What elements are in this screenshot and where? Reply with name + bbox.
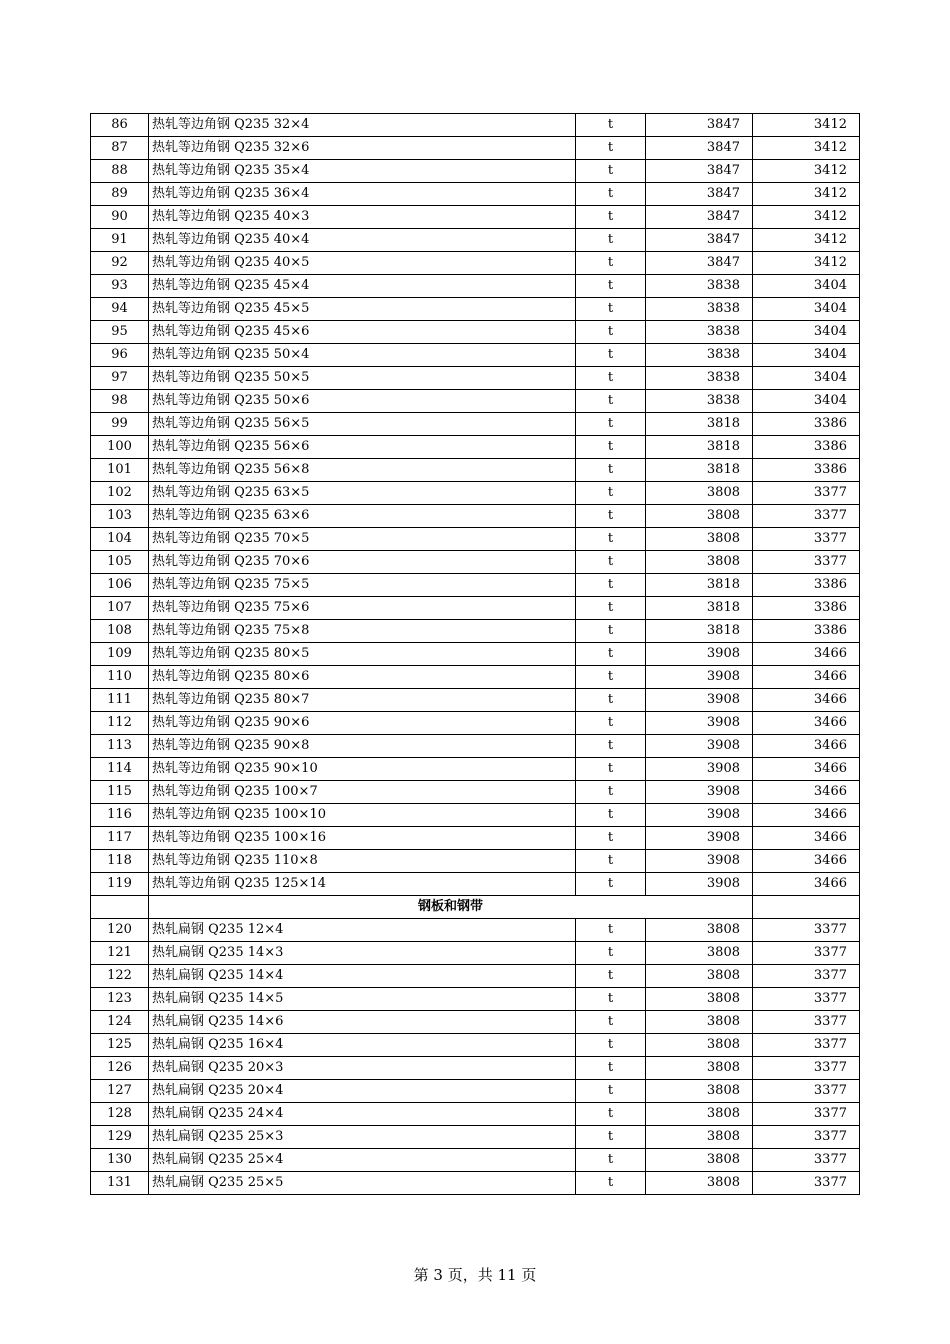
row-number-cell: 88 <box>91 160 149 183</box>
unit-cell: t <box>576 252 646 275</box>
price-cell-2: 3466 <box>753 850 860 873</box>
price-cell-1: 3847 <box>646 229 753 252</box>
table-row <box>91 850 860 873</box>
row-number-cell: 86 <box>91 114 149 137</box>
table-row <box>91 1103 860 1126</box>
price-cell-1: 3908 <box>646 758 753 781</box>
unit-cell: t <box>576 298 646 321</box>
item-name-cell: 热轧等边角钢 Q235 80×7 <box>149 689 576 712</box>
price-cell-1: 3847 <box>646 160 753 183</box>
item-name-cell: 热轧等边角钢 Q235 75×8 <box>149 620 576 643</box>
row-number-cell: 113 <box>91 735 149 758</box>
price-cell-1: 3808 <box>646 1034 753 1057</box>
price-cell-1: 3838 <box>646 344 753 367</box>
price-cell-2: 3377 <box>753 1057 860 1080</box>
row-number-cell: 128 <box>91 1103 149 1126</box>
price-cell-1: 3908 <box>646 735 753 758</box>
row-number-cell: 127 <box>91 1080 149 1103</box>
price-cell-2: 3412 <box>753 252 860 275</box>
price-cell-1: 3808 <box>646 1011 753 1034</box>
price-cell-2: 3377 <box>753 505 860 528</box>
item-name-cell: 热轧等边角钢 Q235 63×5 <box>149 482 576 505</box>
item-name-cell: 热轧等边角钢 Q235 90×8 <box>149 735 576 758</box>
row-number-cell: 91 <box>91 229 149 252</box>
price-cell-1: 3838 <box>646 298 753 321</box>
price-cell-2: 3386 <box>753 413 860 436</box>
price-cell-2: 3386 <box>753 597 860 620</box>
item-name-cell: 热轧等边角钢 Q235 100×16 <box>149 827 576 850</box>
table-row <box>91 206 860 229</box>
table-row <box>91 137 860 160</box>
item-name-cell: 热轧等边角钢 Q235 32×6 <box>149 137 576 160</box>
price-cell-1: 3808 <box>646 551 753 574</box>
price-cell-1: 3808 <box>646 988 753 1011</box>
table-row <box>91 367 860 390</box>
item-name-cell: 热轧等边角钢 Q235 100×10 <box>149 804 576 827</box>
item-name-cell: 热轧扁钢 Q235 20×3 <box>149 1057 576 1080</box>
price-cell-1: 3808 <box>646 1057 753 1080</box>
table-row <box>91 712 860 735</box>
price-cell-2: 3412 <box>753 229 860 252</box>
unit-cell: t <box>576 689 646 712</box>
unit-cell: t <box>576 735 646 758</box>
row-number-cell: 108 <box>91 620 149 643</box>
price-cell-2: 3466 <box>753 758 860 781</box>
unit-cell: t <box>576 620 646 643</box>
unit-cell: t <box>576 965 646 988</box>
unit-cell: t <box>576 528 646 551</box>
unit-cell: t <box>576 390 646 413</box>
item-name-cell: 热轧等边角钢 Q235 50×6 <box>149 390 576 413</box>
table-row <box>91 413 860 436</box>
price-cell-1: 3808 <box>646 1149 753 1172</box>
unit-cell: t <box>576 919 646 942</box>
table-row <box>91 321 860 344</box>
item-name-cell: 热轧等边角钢 Q235 45×4 <box>149 275 576 298</box>
table-row <box>91 183 860 206</box>
row-number-cell: 105 <box>91 551 149 574</box>
unit-cell: t <box>576 321 646 344</box>
row-number-cell: 116 <box>91 804 149 827</box>
item-name-cell: 热轧等边角钢 Q235 50×5 <box>149 367 576 390</box>
item-name-cell: 热轧等边角钢 Q235 110×8 <box>149 850 576 873</box>
price-cell-1: 3908 <box>646 873 753 896</box>
price-cell-2: 3466 <box>753 712 860 735</box>
price-cell-1: 3808 <box>646 965 753 988</box>
unit-cell: t <box>576 1149 646 1172</box>
price-cell-2: 3377 <box>753 965 860 988</box>
unit-cell: t <box>576 873 646 896</box>
price-cell-1: 3908 <box>646 827 753 850</box>
unit-cell: t <box>576 344 646 367</box>
unit-cell: t <box>576 482 646 505</box>
table-row <box>91 919 860 942</box>
item-name-cell: 热轧等边角钢 Q235 40×3 <box>149 206 576 229</box>
row-number-cell: 131 <box>91 1172 149 1195</box>
price-cell-2: 3377 <box>753 1103 860 1126</box>
table-row <box>91 1080 860 1103</box>
table-row <box>91 965 860 988</box>
table-row <box>91 390 860 413</box>
price-cell-2: 3377 <box>753 528 860 551</box>
price-cell-2: 3404 <box>753 275 860 298</box>
price-cell-1: 3847 <box>646 206 753 229</box>
price-cell-1: 3908 <box>646 689 753 712</box>
item-name-cell: 热轧等边角钢 Q235 75×6 <box>149 597 576 620</box>
unit-cell: t <box>576 551 646 574</box>
price-cell-1: 3818 <box>646 620 753 643</box>
item-name-cell: 热轧等边角钢 Q235 56×5 <box>149 413 576 436</box>
table-row <box>91 735 860 758</box>
row-number-cell: 101 <box>91 459 149 482</box>
item-name-cell: 热轧等边角钢 Q235 32×4 <box>149 114 576 137</box>
table-row <box>91 160 860 183</box>
item-name-cell: 热轧等边角钢 Q235 70×5 <box>149 528 576 551</box>
row-number-cell: 129 <box>91 1126 149 1149</box>
price-cell-1: 3847 <box>646 137 753 160</box>
item-name-cell: 热轧等边角钢 Q235 40×5 <box>149 252 576 275</box>
price-cell-2: 3377 <box>753 1034 860 1057</box>
item-name-cell: 热轧等边角钢 Q235 125×14 <box>149 873 576 896</box>
section-blank-cell <box>91 896 149 919</box>
unit-cell: t <box>576 666 646 689</box>
price-cell-1: 3908 <box>646 666 753 689</box>
price-cell-2: 3466 <box>753 666 860 689</box>
item-name-cell: 热轧扁钢 Q235 25×3 <box>149 1126 576 1149</box>
table-row <box>91 942 860 965</box>
price-cell-1: 3808 <box>646 505 753 528</box>
unit-cell: t <box>576 1103 646 1126</box>
price-cell-2: 3412 <box>753 114 860 137</box>
price-cell-2: 3377 <box>753 919 860 942</box>
item-name-cell: 热轧扁钢 Q235 16×4 <box>149 1034 576 1057</box>
row-number-cell: 99 <box>91 413 149 436</box>
table-row <box>91 827 860 850</box>
item-name-cell: 热轧等边角钢 Q235 80×5 <box>149 643 576 666</box>
price-cell-1: 3847 <box>646 114 753 137</box>
price-cell-1: 3808 <box>646 1080 753 1103</box>
page-footer: 第 3 页，共 11 页 <box>413 1266 537 1284</box>
table-row <box>91 252 860 275</box>
unit-cell: t <box>576 137 646 160</box>
unit-cell: t <box>576 1126 646 1149</box>
price-cell-2: 3404 <box>753 367 860 390</box>
unit-cell: t <box>576 229 646 252</box>
table-row <box>91 1034 860 1057</box>
item-name-cell: 热轧等边角钢 Q235 80×6 <box>149 666 576 689</box>
table-row <box>91 298 860 321</box>
unit-cell: t <box>576 988 646 1011</box>
item-name-cell: 热轧等边角钢 Q235 75×5 <box>149 574 576 597</box>
row-number-cell: 119 <box>91 873 149 896</box>
table-row <box>91 436 860 459</box>
item-name-cell: 热轧扁钢 Q235 14×4 <box>149 965 576 988</box>
item-name-cell: 热轧等边角钢 Q235 36×4 <box>149 183 576 206</box>
price-cell-2: 3412 <box>753 137 860 160</box>
price-cell-1: 3808 <box>646 1103 753 1126</box>
price-cell-2: 3404 <box>753 344 860 367</box>
price-cell-2: 3466 <box>753 689 860 712</box>
price-cell-2: 3377 <box>753 551 860 574</box>
table-row <box>91 114 860 137</box>
price-cell-2: 3412 <box>753 206 860 229</box>
table-row <box>91 1057 860 1080</box>
price-cell-1: 3808 <box>646 528 753 551</box>
price-cell-2: 3404 <box>753 298 860 321</box>
row-number-cell: 124 <box>91 1011 149 1034</box>
price-cell-2: 3466 <box>753 735 860 758</box>
item-name-cell: 热轧等边角钢 Q235 56×6 <box>149 436 576 459</box>
table-row <box>91 505 860 528</box>
row-number-cell: 98 <box>91 390 149 413</box>
row-number-cell: 115 <box>91 781 149 804</box>
table-row <box>91 873 860 896</box>
table-row <box>91 620 860 643</box>
section-blank-cell <box>753 896 860 919</box>
unit-cell: t <box>576 436 646 459</box>
item-name-cell: 热轧等边角钢 Q235 90×10 <box>149 758 576 781</box>
price-cell-1: 3818 <box>646 459 753 482</box>
table-row <box>91 1011 860 1034</box>
unit-cell: t <box>576 597 646 620</box>
price-cell-2: 3377 <box>753 1172 860 1195</box>
row-number-cell: 87 <box>91 137 149 160</box>
table-row <box>91 482 860 505</box>
row-number-cell: 93 <box>91 275 149 298</box>
row-number-cell: 107 <box>91 597 149 620</box>
item-name-cell: 热轧等边角钢 Q235 56×8 <box>149 459 576 482</box>
price-cell-2: 3377 <box>753 482 860 505</box>
price-cell-2: 3377 <box>753 1080 860 1103</box>
item-name-cell: 热轧扁钢 Q235 14×5 <box>149 988 576 1011</box>
unit-cell: t <box>576 183 646 206</box>
unit-cell: t <box>576 1172 646 1195</box>
price-cell-1: 3838 <box>646 390 753 413</box>
price-cell-1: 3908 <box>646 804 753 827</box>
unit-cell: t <box>576 413 646 436</box>
price-cell-1: 3808 <box>646 942 753 965</box>
item-name-cell: 热轧等边角钢 Q235 50×4 <box>149 344 576 367</box>
unit-cell: t <box>576 1011 646 1034</box>
item-name-cell: 热轧等边角钢 Q235 45×6 <box>149 321 576 344</box>
row-number-cell: 125 <box>91 1034 149 1057</box>
price-cell-1: 3908 <box>646 850 753 873</box>
unit-cell: t <box>576 850 646 873</box>
price-cell-1: 3908 <box>646 781 753 804</box>
unit-cell: t <box>576 505 646 528</box>
section-header-row <box>91 896 860 919</box>
row-number-cell: 89 <box>91 183 149 206</box>
table-row <box>91 528 860 551</box>
row-number-cell: 96 <box>91 344 149 367</box>
row-number-cell: 102 <box>91 482 149 505</box>
section-title: 钢板和钢带 <box>149 896 753 919</box>
table-body-flat-steel <box>91 919 860 1195</box>
row-number-cell: 120 <box>91 919 149 942</box>
unit-cell: t <box>576 643 646 666</box>
unit-cell: t <box>576 114 646 137</box>
table-body-angle-steel <box>91 114 860 896</box>
table-row <box>91 643 860 666</box>
item-name-cell: 热轧等边角钢 Q235 45×5 <box>149 298 576 321</box>
price-cell-2: 3466 <box>753 781 860 804</box>
unit-cell: t <box>576 804 646 827</box>
row-number-cell: 111 <box>91 689 149 712</box>
table-row <box>91 1172 860 1195</box>
price-cell-2: 3377 <box>753 988 860 1011</box>
table-row <box>91 597 860 620</box>
table-row <box>91 1149 860 1172</box>
unit-cell: t <box>576 712 646 735</box>
price-cell-2: 3466 <box>753 804 860 827</box>
unit-cell: t <box>576 160 646 183</box>
price-cell-2: 3466 <box>753 643 860 666</box>
table-row <box>91 988 860 1011</box>
table-row <box>91 574 860 597</box>
price-cell-1: 3818 <box>646 413 753 436</box>
price-cell-2: 3386 <box>753 459 860 482</box>
row-number-cell: 122 <box>91 965 149 988</box>
unit-cell: t <box>576 781 646 804</box>
item-name-cell: 热轧等边角钢 Q235 40×4 <box>149 229 576 252</box>
price-cell-2: 3404 <box>753 390 860 413</box>
price-cell-1: 3847 <box>646 183 753 206</box>
price-cell-2: 3377 <box>753 1011 860 1034</box>
table-row <box>91 804 860 827</box>
table-row <box>91 689 860 712</box>
row-number-cell: 103 <box>91 505 149 528</box>
item-name-cell: 热轧等边角钢 Q235 63×6 <box>149 505 576 528</box>
item-name-cell: 热轧扁钢 Q235 24×4 <box>149 1103 576 1126</box>
price-cell-2: 3412 <box>753 160 860 183</box>
table-row <box>91 275 860 298</box>
price-cell-1: 3818 <box>646 574 753 597</box>
price-cell-1: 3908 <box>646 643 753 666</box>
item-name-cell: 热轧扁钢 Q235 12×4 <box>149 919 576 942</box>
row-number-cell: 130 <box>91 1149 149 1172</box>
price-cell-1: 3838 <box>646 275 753 298</box>
table-row <box>91 1126 860 1149</box>
price-cell-1: 3808 <box>646 919 753 942</box>
price-cell-2: 3386 <box>753 574 860 597</box>
item-name-cell: 热轧扁钢 Q235 25×4 <box>149 1149 576 1172</box>
unit-cell: t <box>576 1057 646 1080</box>
row-number-cell: 123 <box>91 988 149 1011</box>
table-row <box>91 666 860 689</box>
row-number-cell: 92 <box>91 252 149 275</box>
unit-cell: t <box>576 942 646 965</box>
price-cell-2: 3386 <box>753 620 860 643</box>
row-number-cell: 100 <box>91 436 149 459</box>
row-number-cell: 97 <box>91 367 149 390</box>
row-number-cell: 110 <box>91 666 149 689</box>
price-cell-2: 3404 <box>753 321 860 344</box>
unit-cell: t <box>576 758 646 781</box>
row-number-cell: 114 <box>91 758 149 781</box>
unit-cell: t <box>576 574 646 597</box>
table-row <box>91 459 860 482</box>
table-row <box>91 344 860 367</box>
price-cell-1: 3847 <box>646 252 753 275</box>
item-name-cell: 热轧扁钢 Q235 25×5 <box>149 1172 576 1195</box>
row-number-cell: 95 <box>91 321 149 344</box>
item-name-cell: 热轧等边角钢 Q235 100×7 <box>149 781 576 804</box>
row-number-cell: 117 <box>91 827 149 850</box>
row-number-cell: 106 <box>91 574 149 597</box>
price-cell-2: 3377 <box>753 1126 860 1149</box>
row-number-cell: 90 <box>91 206 149 229</box>
unit-cell: t <box>576 275 646 298</box>
unit-cell: t <box>576 1034 646 1057</box>
item-name-cell: 热轧等边角钢 Q235 35×4 <box>149 160 576 183</box>
table-row <box>91 551 860 574</box>
item-name-cell: 热轧扁钢 Q235 14×6 <box>149 1011 576 1034</box>
price-cell-2: 3377 <box>753 942 860 965</box>
section-row-group <box>91 896 860 919</box>
price-cell-2: 3466 <box>753 873 860 896</box>
item-name-cell: 热轧等边角钢 Q235 70×6 <box>149 551 576 574</box>
unit-cell: t <box>576 827 646 850</box>
price-cell-1: 3838 <box>646 367 753 390</box>
price-cell-2: 3412 <box>753 183 860 206</box>
item-name-cell: 热轧扁钢 Q235 14×3 <box>149 942 576 965</box>
price-cell-1: 3818 <box>646 436 753 459</box>
price-cell-1: 3808 <box>646 1126 753 1149</box>
price-cell-1: 3808 <box>646 1172 753 1195</box>
unit-cell: t <box>576 206 646 229</box>
price-cell-1: 3818 <box>646 597 753 620</box>
row-number-cell: 126 <box>91 1057 149 1080</box>
row-number-cell: 121 <box>91 942 149 965</box>
item-name-cell: 热轧扁钢 Q235 20×4 <box>149 1080 576 1103</box>
item-name-cell: 热轧等边角钢 Q235 90×6 <box>149 712 576 735</box>
price-cell-2: 3466 <box>753 827 860 850</box>
row-number-cell: 94 <box>91 298 149 321</box>
row-number-cell: 109 <box>91 643 149 666</box>
price-cell-1: 3808 <box>646 482 753 505</box>
row-number-cell: 112 <box>91 712 149 735</box>
unit-cell: t <box>576 459 646 482</box>
price-cell-2: 3377 <box>753 1149 860 1172</box>
table-row <box>91 758 860 781</box>
row-number-cell: 104 <box>91 528 149 551</box>
unit-cell: t <box>576 1080 646 1103</box>
table-row <box>91 781 860 804</box>
unit-cell: t <box>576 367 646 390</box>
row-number-cell: 118 <box>91 850 149 873</box>
price-cell-1: 3838 <box>646 321 753 344</box>
price-cell-2: 3386 <box>753 436 860 459</box>
price-table <box>90 113 860 1195</box>
price-cell-1: 3908 <box>646 712 753 735</box>
table-row <box>91 229 860 252</box>
